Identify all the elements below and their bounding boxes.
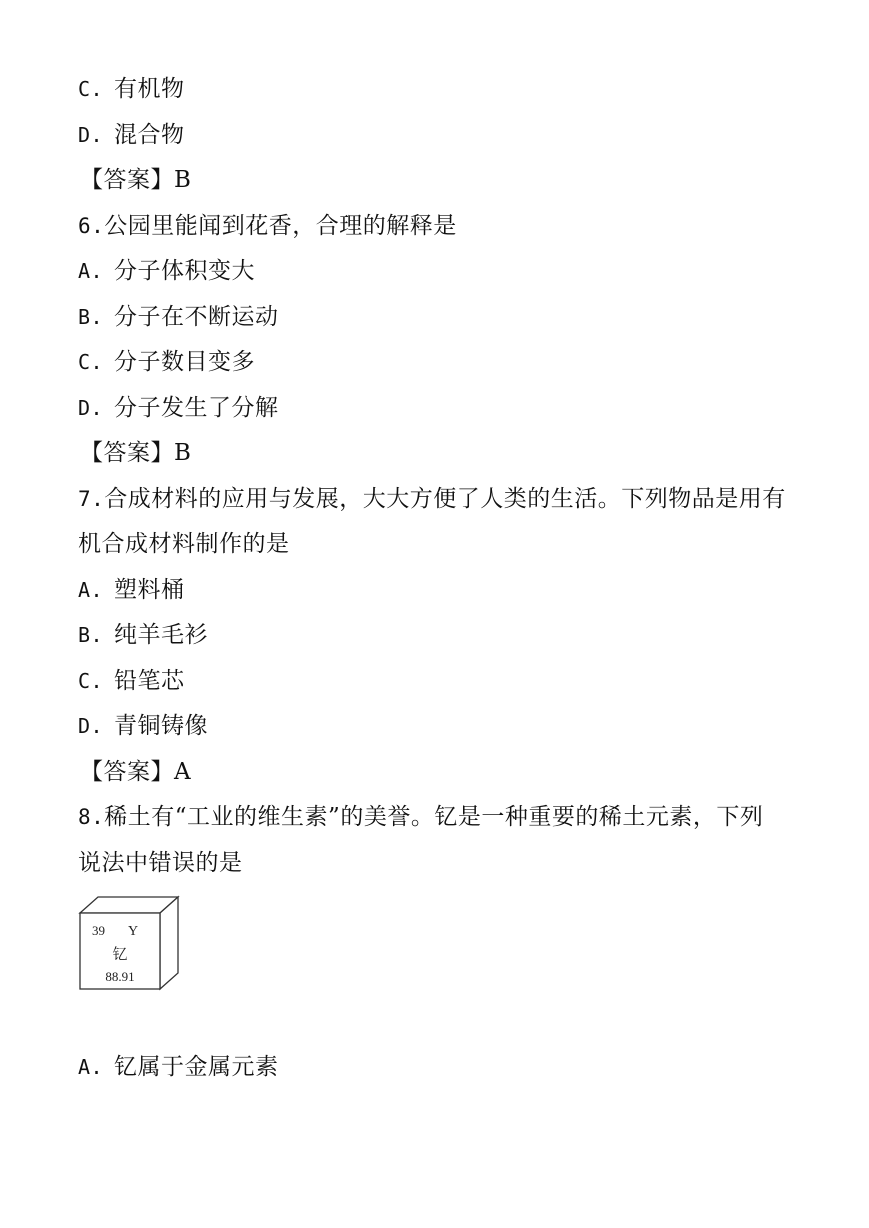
option-text: 分子数目变多 — [114, 349, 255, 375]
option-text: 有机物 — [114, 76, 185, 102]
question-number: 6. — [78, 214, 105, 238]
question-8-stem — [78, 802, 763, 832]
option-text: 塑料桶 — [114, 577, 185, 603]
option-letter: B. — [78, 623, 104, 647]
cube-side-face — [160, 897, 178, 989]
atomic-mass: 88.91 — [105, 969, 135, 984]
question-8-stem-cont: 说法中错误的是 — [78, 850, 243, 876]
option-text: 混合物 — [114, 122, 185, 148]
question-text: 合成材料的应用与发展，大大方便了人类的生活。下列物品是用有 — [104, 486, 786, 512]
question-number: 8. — [78, 805, 105, 829]
question-text: 稀土有“工业的维生素”的美誉。钇是一种重要的稀土元素，下列 — [104, 804, 764, 830]
q7-answer: 【答案】A — [80, 759, 192, 785]
option-text: 青铜铸像 — [114, 713, 208, 739]
option-text: 分子在不断运动 — [114, 304, 279, 330]
element-cell-figure — [78, 893, 182, 993]
q7-option-a — [78, 575, 185, 605]
question-7-stem — [78, 484, 786, 514]
element-symbol: Y — [128, 924, 139, 939]
question-7-stem-cont: 机合成材料制作的是 — [78, 531, 290, 557]
option-text: 铅笔芯 — [114, 668, 185, 694]
option-text: 分子体积变大 — [114, 258, 255, 284]
answer-prev: 【答案】B — [80, 167, 192, 193]
option-letter: C. — [78, 77, 104, 101]
option-letter: C. — [78, 350, 104, 374]
q7-option-d — [78, 711, 208, 741]
q7-option-c — [78, 666, 185, 696]
atomic-number: 39 — [92, 923, 105, 938]
option-c-prev — [78, 74, 185, 104]
option-text: 钇属于金属元素 — [114, 1054, 279, 1080]
element-name: 钇 — [112, 945, 128, 963]
option-letter: D. — [78, 396, 104, 420]
question-number: 7. — [78, 487, 105, 511]
q6-option-c — [78, 347, 255, 377]
q7-option-b — [78, 620, 208, 650]
option-text: 纯羊毛衫 — [114, 622, 208, 648]
option-letter: B. — [78, 305, 104, 329]
option-letter: D. — [78, 123, 104, 147]
option-letter: A. — [78, 259, 104, 283]
q8-option-a — [78, 1052, 279, 1082]
question-text: 公园里能闻到花香，合理的解释是 — [104, 213, 457, 239]
option-letter: C. — [78, 669, 104, 693]
question-6-stem — [78, 211, 457, 241]
option-letter: A. — [78, 1055, 104, 1079]
option-letter: A. — [78, 578, 104, 602]
q6-option-d — [78, 393, 279, 423]
option-d-prev — [78, 120, 185, 150]
q6-option-b — [78, 302, 279, 332]
q6-option-a — [78, 256, 255, 286]
option-letter: D. — [78, 714, 104, 738]
option-text: 分子发生了分解 — [114, 395, 279, 421]
q6-answer: 【答案】B — [80, 440, 192, 466]
